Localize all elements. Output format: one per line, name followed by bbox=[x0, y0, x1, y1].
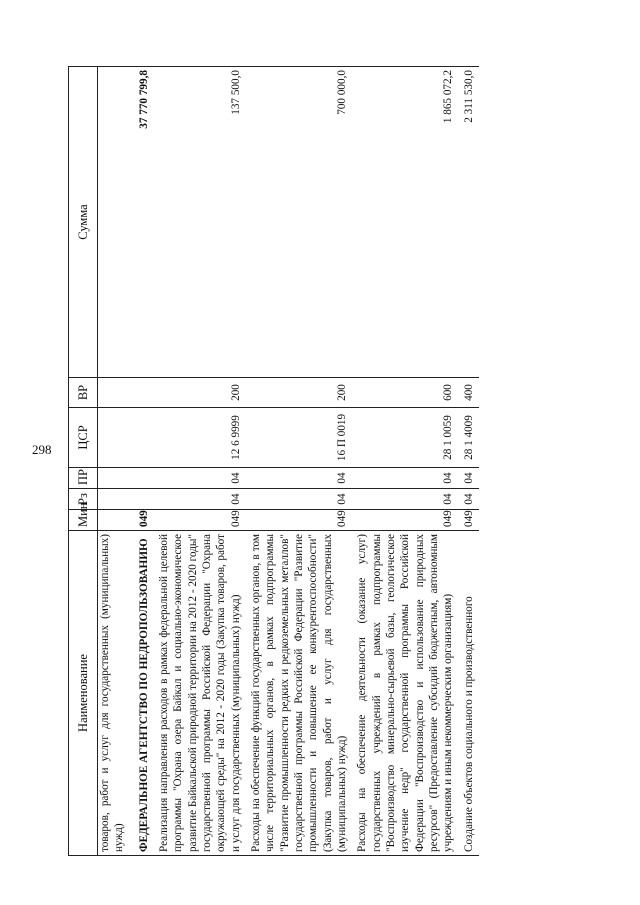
table-row bbox=[352, 67, 458, 856]
row-pr: 04 bbox=[352, 468, 458, 489]
row-csr: 28 1 4009 bbox=[459, 408, 479, 468]
row-min bbox=[98, 510, 130, 531]
row-name: Создание объектов социального и производственного bbox=[459, 531, 479, 856]
row-csr: 16 П 0019 bbox=[246, 408, 352, 468]
header-min: Мин bbox=[69, 510, 98, 531]
row-min: 049 bbox=[130, 510, 154, 531]
row-pr: 04 bbox=[154, 468, 246, 489]
row-vr: 600 bbox=[352, 378, 458, 408]
row-csr: 28 1 0059 bbox=[352, 408, 458, 468]
row-csr bbox=[98, 408, 130, 468]
row-rz: 04 bbox=[352, 489, 458, 510]
agency-title: ФЕДЕРАЛЬНОЕ АГЕНТСТВО ПО НЕДРОПОЛЬЗОВАНИЮ bbox=[130, 531, 154, 856]
row-min: 049 bbox=[352, 510, 458, 531]
page-number: 298 bbox=[32, 442, 52, 457]
row-csr: 12 6 9999 bbox=[154, 408, 246, 468]
row-pr bbox=[130, 468, 154, 489]
row-min: 049 bbox=[246, 510, 352, 531]
row-sum: 137 500,0 bbox=[154, 67, 246, 378]
header-name: Наименование bbox=[69, 531, 98, 856]
row-vr: 200 bbox=[246, 378, 352, 408]
row-rz: 04 bbox=[459, 489, 479, 510]
row-min: 049 bbox=[154, 510, 246, 531]
row-sum bbox=[98, 67, 130, 378]
header-vr: ВР bbox=[69, 378, 98, 408]
row-name: товаров, работ и услуг для государственных (муниципальных) нужд) bbox=[98, 531, 130, 856]
header-sum: Сумма bbox=[69, 67, 98, 378]
budget-table bbox=[68, 66, 479, 856]
table-row bbox=[246, 67, 352, 856]
table-row bbox=[154, 67, 246, 856]
row-vr: 400 bbox=[459, 378, 479, 408]
row-sum: 2 311 530,0 bbox=[459, 67, 479, 378]
table-row bbox=[98, 67, 130, 856]
row-name: Расходы на обеспечение функций государственных органов, в том числе территориальных органов, в рамках подпрограммы "Развитие промышленности редких и редкоземельных металлов" государственной программы Российской Федерации "Развитие промышленности и повышение ее конкурентоспособности" (Закупка товаров, работ и услуг для государственных (муниципальных) нужд) bbox=[246, 531, 352, 856]
header-csr: ЦСР bbox=[69, 408, 98, 468]
row-rz: 04 bbox=[246, 489, 352, 510]
table-header-row bbox=[69, 67, 98, 856]
row-vr: 200 bbox=[154, 378, 246, 408]
row-sum: 700 000,0 bbox=[246, 67, 352, 378]
rotated-table-container bbox=[68, 66, 604, 856]
row-vr bbox=[98, 378, 130, 408]
row-rz bbox=[130, 489, 154, 510]
row-min: 049 bbox=[459, 510, 479, 531]
row-rz: 04 bbox=[154, 489, 246, 510]
table-row bbox=[459, 67, 479, 856]
header-pr: ПР bbox=[69, 468, 98, 489]
header-rz: Рз bbox=[69, 489, 98, 510]
row-rz bbox=[98, 489, 130, 510]
row-sum: 1 865 072,2 bbox=[352, 67, 458, 378]
row-vr bbox=[130, 378, 154, 408]
row-pr: 04 bbox=[459, 468, 479, 489]
row-pr bbox=[98, 468, 130, 489]
row-pr: 04 bbox=[246, 468, 352, 489]
table-row bbox=[130, 67, 154, 856]
agency-total-sum: 37 770 799,8 bbox=[130, 67, 154, 378]
row-name: Расходы на обеспечение деятельности (оказание услуг) государственных учреждений в рамках подпрограммы "Воспроизводство минерально-сырьевой базы, геологическое изучение недр" государственной программы Российской Федерации "Воспроизводство и использование природных ресурсов" (Предоставление субсидий бюджетным, автономным учреждениям и иным некоммерческим организациям) bbox=[352, 531, 458, 856]
row-name: Реализация направления расходов в рамках федеральной целевой программы "Охрана озера Байкал и социально-экономическое развитие Байкальской природной территории на 2012 - 2020 годы" государственной программы Российской Федерации "Охрана окружающей среды" на 2012 - 2020 годы (Закупка товаров, работ и услуг для государственных (муниципальных) нужд) bbox=[154, 531, 246, 856]
row-csr bbox=[130, 408, 154, 468]
